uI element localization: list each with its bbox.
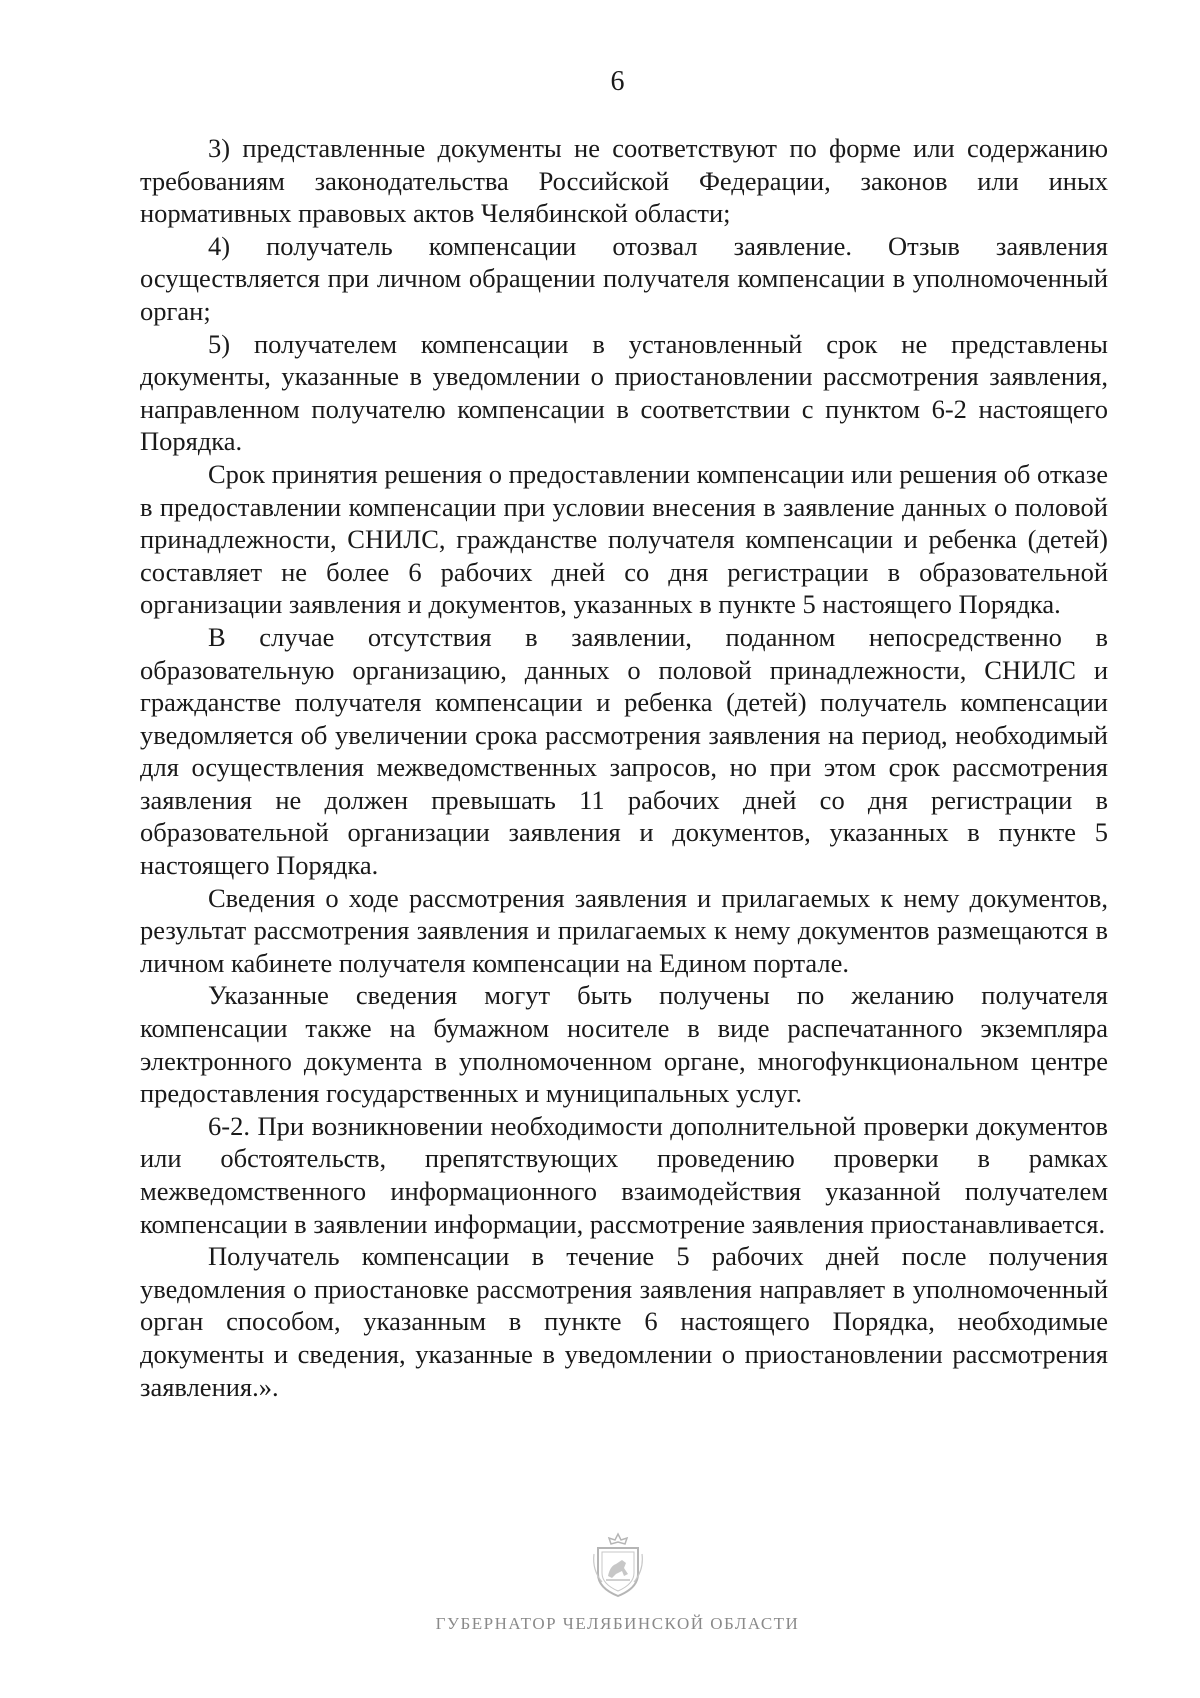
paragraph-item-4: 4) получатель компенсации отозвал заявление. Отзыв заявления осуществляется при личном обращении получателя компенсации в уполномоченный орган; <box>140 230 1108 326</box>
paragraph-item-5: 5) получателем компенсации в установленный срок не представлены документы, указанные в уведомлении о приостановлении рассмотрения заявления, направленном получателю компенсации в соответствии с пунктом 6-2 настоящего Порядка. <box>140 328 1108 457</box>
footer-caption: ГУБЕРНАТОР ЧЕЛЯБИНСКОЙ ОБЛАСТИ <box>435 1614 800 1633</box>
footer <box>0 1530 1200 1634</box>
paragraph-applicant-response: Получатель компенсации в течение 5 рабочих дней после получения уведомления о приостановке рассмотрения заявления направляет в уполномоченный орган способом, указанным в пункте 6 настоящего Порядка, необходимые документы и сведения, указанные в уведомлении о приостановлении рассмотрения заявления.». <box>140 1241 1108 1402</box>
paragraph-missing-data: В случае отсутствия в заявлении, поданном непосредственно в образовательную организацию, данных о половой принадлежности, СНИЛС и гражданстве получателя компенсации и ребенка (детей) получатель компенсации уведомляется об увеличении срока рассмотрения заявления на период, необходимый для осуществления межведомственных запросов, но при этом срок рассмотрения заявления не должен превышать 11 рабочих дней со дня регистрации в образовательной организации заявления и документов, указанных в пункте 5 настоящего Порядка. <box>140 621 1108 881</box>
page-number: 6 <box>610 66 625 97</box>
paragraph-section-6-2: 6-2. При возникновении необходимости дополнительной проверки документов или обстоятельств, препятствующих проведению проверки в рамках межведомственного информационного взаимодействия указанной получателем компенсации в заявлении информации, рассмотрение заявления приостанавливается. <box>140 1110 1108 1239</box>
paragraph-item-3: 3) представленные документы не соответствуют по форме или содержанию требованиям законодательства Российской Федерации, законов или иных нормативных правовых актов Челябинской области; <box>140 133 1108 229</box>
paragraph-paper-copy: Указанные сведения могут быть получены по желанию получателя компенсации также на бумажном носителе в виде распечатанного экземпляра электронного документа в уполномоченном органе, многофункциональном центре предоставления государственных и муниципальных услуг. <box>140 980 1108 1109</box>
coat-of-arms-icon <box>588 1530 648 1600</box>
paragraph-status-info: Сведения о ходе рассмотрения заявления и прилагаемых к нему документов, результат рассмотрения заявления и прилагаемых к нему документов размещаются в личном кабинете получателя компенсации на Едином портале. <box>140 882 1108 978</box>
document-body <box>140 132 1108 1403</box>
paragraph-decision-term: Срок принятия решения о предоставлении компенсации или решения об отказе в предоставлении компенсации при условии внесения в заявление данных о половой принадлежности, СНИЛС, гражданстве получателя компенсации и ребенка (детей) составляет не более 6 рабочих дней со дня регистрации в образовательной организации заявления и документов, указанных в пункте 5 настоящего Порядка. <box>140 458 1108 620</box>
